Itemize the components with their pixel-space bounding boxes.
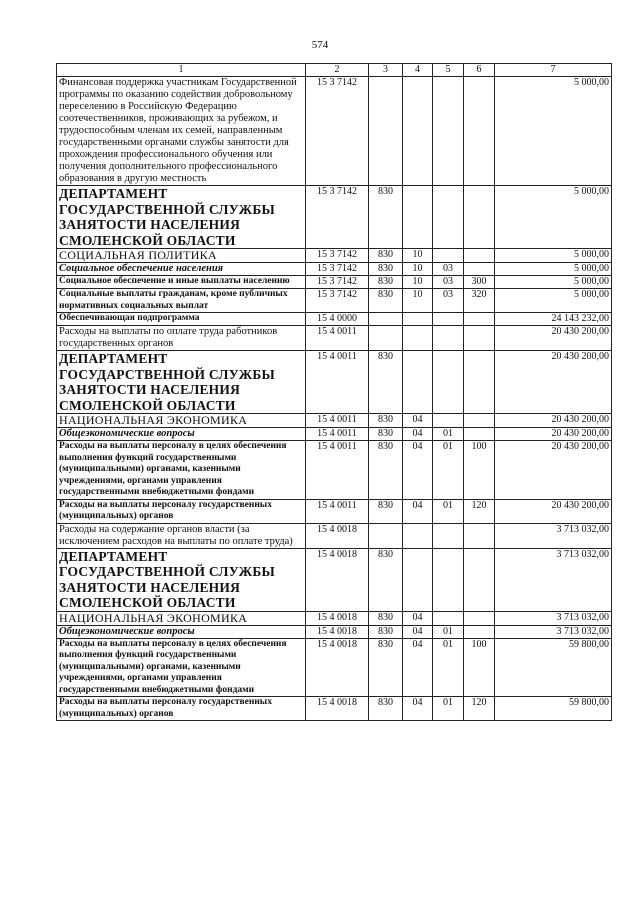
section-code bbox=[403, 313, 433, 326]
subsection-code: 01 bbox=[433, 638, 464, 697]
expense-type-code: 120 bbox=[464, 499, 495, 523]
budget-table bbox=[56, 63, 612, 721]
subsection-code bbox=[433, 326, 464, 351]
row-name: Социальное обеспечение и иные выплаты населению bbox=[57, 276, 306, 289]
department-code: 830 bbox=[369, 428, 403, 441]
row-sum: 20 430 200,00 bbox=[495, 441, 612, 500]
row-sum: 20 430 200,00 bbox=[495, 428, 612, 441]
subsection-code: 03 bbox=[433, 289, 464, 313]
department-code: 830 bbox=[369, 638, 403, 697]
row-sum: 3 713 032,00 bbox=[495, 523, 612, 548]
expense-type-code bbox=[464, 326, 495, 351]
table-row bbox=[57, 441, 612, 500]
subsection-code bbox=[433, 611, 464, 625]
target-article-code: 15 3 7142 bbox=[306, 77, 369, 186]
table-row bbox=[57, 351, 612, 414]
expense-type-code bbox=[464, 351, 495, 414]
column-header-subsection: 5 bbox=[433, 64, 464, 77]
section-code: 04 bbox=[403, 499, 433, 523]
row-name: Финансовая поддержка участникам Государственной программы по оказанию содействия добровольному переселению в Российскую Федерацию соотечественников, проживающих за рубежом, и трудоспособным членам их семей, направленным государственными органами службы занятости для прохождения профессионального обучения или получения дополнительного профессионального образования в другую местность bbox=[57, 77, 306, 186]
row-sum: 5 000,00 bbox=[495, 77, 612, 186]
expense-type-code bbox=[464, 523, 495, 548]
table-row bbox=[57, 77, 612, 186]
row-name: Расходы на выплаты персоналу государственных (муниципальных) органов bbox=[57, 697, 306, 721]
column-header-expense-type: 6 bbox=[464, 64, 495, 77]
row-sum: 5 000,00 bbox=[495, 276, 612, 289]
table-row bbox=[57, 263, 612, 276]
subsection-code bbox=[433, 548, 464, 611]
table-row bbox=[57, 249, 612, 263]
table-row bbox=[57, 523, 612, 548]
expense-type-code: 320 bbox=[464, 289, 495, 313]
section-code: 04 bbox=[403, 428, 433, 441]
row-sum: 59 800,00 bbox=[495, 638, 612, 697]
row-name: Обеспечивающая подпрограмма bbox=[57, 313, 306, 326]
section-code: 10 bbox=[403, 263, 433, 276]
section-code: 04 bbox=[403, 625, 433, 638]
department-code bbox=[369, 313, 403, 326]
row-name: Расходы на выплаты по оплате труда работников государственных органов bbox=[57, 326, 306, 351]
expense-type-code: 120 bbox=[464, 697, 495, 721]
expense-type-code bbox=[464, 77, 495, 186]
section-code bbox=[403, 326, 433, 351]
row-name: ДЕПАРТАМЕНТ ГОСУДАРСТВЕННОЙ СЛУЖБЫ ЗАНЯТОСТИ НАСЕЛЕНИЯ СМОЛЕНСКОЙ ОБЛАСТИ bbox=[57, 351, 306, 414]
expense-type-code bbox=[464, 249, 495, 263]
section-code: 10 bbox=[403, 289, 433, 313]
row-sum: 5 000,00 bbox=[495, 263, 612, 276]
department-code: 830 bbox=[369, 625, 403, 638]
section-code: 04 bbox=[403, 638, 433, 697]
row-sum: 20 430 200,00 bbox=[495, 414, 612, 428]
department-code bbox=[369, 77, 403, 186]
subsection-code bbox=[433, 351, 464, 414]
target-article-code: 15 4 0018 bbox=[306, 548, 369, 611]
target-article-code: 15 3 7142 bbox=[306, 289, 369, 313]
expense-type-code: 100 bbox=[464, 441, 495, 500]
column-header-sum: 7 bbox=[495, 64, 612, 77]
expense-type-code bbox=[464, 625, 495, 638]
target-article-code: 15 4 0011 bbox=[306, 351, 369, 414]
section-code: 10 bbox=[403, 276, 433, 289]
column-header-code: 2 bbox=[306, 64, 369, 77]
target-article-code: 15 4 0018 bbox=[306, 611, 369, 625]
row-name: Расходы на выплаты персоналу в целях обеспечения выполнения функций государственными (муниципальными) органами, казенными учреждениями, органами управления государственными внебюджетными фондами bbox=[57, 638, 306, 697]
table-row bbox=[57, 276, 612, 289]
table-row bbox=[57, 186, 612, 249]
department-code: 830 bbox=[369, 611, 403, 625]
target-article-code: 15 3 7142 bbox=[306, 249, 369, 263]
department-code: 830 bbox=[369, 548, 403, 611]
row-name: Социальное обеспечение населения bbox=[57, 263, 306, 276]
subsection-code: 01 bbox=[433, 441, 464, 500]
target-article-code: 15 3 7142 bbox=[306, 276, 369, 289]
table-row bbox=[57, 414, 612, 428]
department-code: 830 bbox=[369, 289, 403, 313]
subsection-code: 03 bbox=[433, 263, 464, 276]
table-row bbox=[57, 499, 612, 523]
table-body bbox=[57, 77, 612, 721]
section-code bbox=[403, 548, 433, 611]
row-name: Общеэкономические вопросы bbox=[57, 428, 306, 441]
expense-type-code bbox=[464, 186, 495, 249]
subsection-code: 01 bbox=[433, 697, 464, 721]
row-name: СОЦИАЛЬНАЯ ПОЛИТИКА bbox=[57, 249, 306, 263]
row-sum: 20 430 200,00 bbox=[495, 351, 612, 414]
subsection-code bbox=[433, 249, 464, 263]
expense-type-code bbox=[464, 548, 495, 611]
department-code bbox=[369, 326, 403, 351]
row-sum: 20 430 200,00 bbox=[495, 326, 612, 351]
target-article-code: 15 4 0011 bbox=[306, 499, 369, 523]
target-article-code: 15 4 0011 bbox=[306, 428, 369, 441]
department-code: 830 bbox=[369, 249, 403, 263]
subsection-code: 01 bbox=[433, 428, 464, 441]
expense-type-code bbox=[464, 428, 495, 441]
table-row bbox=[57, 313, 612, 326]
subsection-code: 03 bbox=[433, 276, 464, 289]
row-name: Социальные выплаты гражданам, кроме публичных нормативных социальных выплат bbox=[57, 289, 306, 313]
department-code: 830 bbox=[369, 499, 403, 523]
row-sum: 5 000,00 bbox=[495, 186, 612, 249]
department-code bbox=[369, 523, 403, 548]
row-name: Общеэкономические вопросы bbox=[57, 625, 306, 638]
target-article-code: 15 4 0011 bbox=[306, 414, 369, 428]
target-article-code: 15 3 7142 bbox=[306, 263, 369, 276]
column-header-ved: 3 bbox=[369, 64, 403, 77]
target-article-code: 15 4 0011 bbox=[306, 326, 369, 351]
table-row bbox=[57, 625, 612, 638]
section-code bbox=[403, 351, 433, 414]
department-code: 830 bbox=[369, 351, 403, 414]
target-article-code: 15 4 0018 bbox=[306, 523, 369, 548]
target-article-code: 15 4 0018 bbox=[306, 638, 369, 697]
subsection-code bbox=[433, 414, 464, 428]
department-code: 830 bbox=[369, 276, 403, 289]
section-code: 10 bbox=[403, 249, 433, 263]
row-sum: 24 143 232,00 bbox=[495, 313, 612, 326]
expense-type-code: 100 bbox=[464, 638, 495, 697]
row-name: ДЕПАРТАМЕНТ ГОСУДАРСТВЕННОЙ СЛУЖБЫ ЗАНЯТОСТИ НАСЕЛЕНИЯ СМОЛЕНСКОЙ ОБЛАСТИ bbox=[57, 548, 306, 611]
column-number-row bbox=[57, 64, 612, 77]
table-row bbox=[57, 428, 612, 441]
table-row bbox=[57, 611, 612, 625]
target-article-code: 15 3 7142 bbox=[306, 186, 369, 249]
subsection-code bbox=[433, 186, 464, 249]
target-article-code: 15 4 0018 bbox=[306, 625, 369, 638]
subsection-code bbox=[433, 77, 464, 186]
row-name: НАЦИОНАЛЬНАЯ ЭКОНОМИКА bbox=[57, 611, 306, 625]
expense-type-code: 300 bbox=[464, 276, 495, 289]
column-header-section: 4 bbox=[403, 64, 433, 77]
section-code: 04 bbox=[403, 414, 433, 428]
row-sum: 3 713 032,00 bbox=[495, 625, 612, 638]
section-code: 04 bbox=[403, 441, 433, 500]
row-name: НАЦИОНАЛЬНАЯ ЭКОНОМИКА bbox=[57, 414, 306, 428]
expense-type-code bbox=[464, 414, 495, 428]
department-code: 830 bbox=[369, 441, 403, 500]
department-code: 830 bbox=[369, 414, 403, 428]
subsection-code: 01 bbox=[433, 499, 464, 523]
row-name: Расходы на содержание органов власти (за исключением расходов на выплаты по оплате труда) bbox=[57, 523, 306, 548]
row-name: Расходы на выплаты персоналу в целях обеспечения выполнения функций государственными (муниципальными) органами, казенными учреждениями, органами управления государственными внебюджетными фондами bbox=[57, 441, 306, 500]
target-article-code: 15 4 0000 bbox=[306, 313, 369, 326]
page-number: 574 bbox=[311, 39, 329, 51]
row-sum: 3 713 032,00 bbox=[495, 548, 612, 611]
target-article-code: 15 4 0018 bbox=[306, 697, 369, 721]
row-name: Расходы на выплаты персоналу государственных (муниципальных) органов bbox=[57, 499, 306, 523]
target-article-code: 15 4 0011 bbox=[306, 441, 369, 500]
department-code: 830 bbox=[369, 186, 403, 249]
row-sum: 3 713 032,00 bbox=[495, 611, 612, 625]
expense-type-code bbox=[464, 611, 495, 625]
table-row bbox=[57, 326, 612, 351]
section-code: 04 bbox=[403, 697, 433, 721]
row-sum: 5 000,00 bbox=[495, 249, 612, 263]
department-code: 830 bbox=[369, 697, 403, 721]
table-row bbox=[57, 548, 612, 611]
row-sum: 20 430 200,00 bbox=[495, 499, 612, 523]
row-name: ДЕПАРТАМЕНТ ГОСУДАРСТВЕННОЙ СЛУЖБЫ ЗАНЯТОСТИ НАСЕЛЕНИЯ СМОЛЕНСКОЙ ОБЛАСТИ bbox=[57, 186, 306, 249]
expense-type-code bbox=[464, 263, 495, 276]
expense-type-code bbox=[464, 313, 495, 326]
row-sum: 5 000,00 bbox=[495, 289, 612, 313]
department-code: 830 bbox=[369, 263, 403, 276]
table-row bbox=[57, 638, 612, 697]
section-code: 04 bbox=[403, 611, 433, 625]
table-row bbox=[57, 289, 612, 313]
table-row bbox=[57, 697, 612, 721]
column-header-name: 1 bbox=[57, 64, 306, 77]
row-sum: 59 800,00 bbox=[495, 697, 612, 721]
section-code bbox=[403, 77, 433, 186]
section-code bbox=[403, 186, 433, 249]
subsection-code bbox=[433, 523, 464, 548]
section-code bbox=[403, 523, 433, 548]
subsection-code bbox=[433, 313, 464, 326]
subsection-code: 01 bbox=[433, 625, 464, 638]
